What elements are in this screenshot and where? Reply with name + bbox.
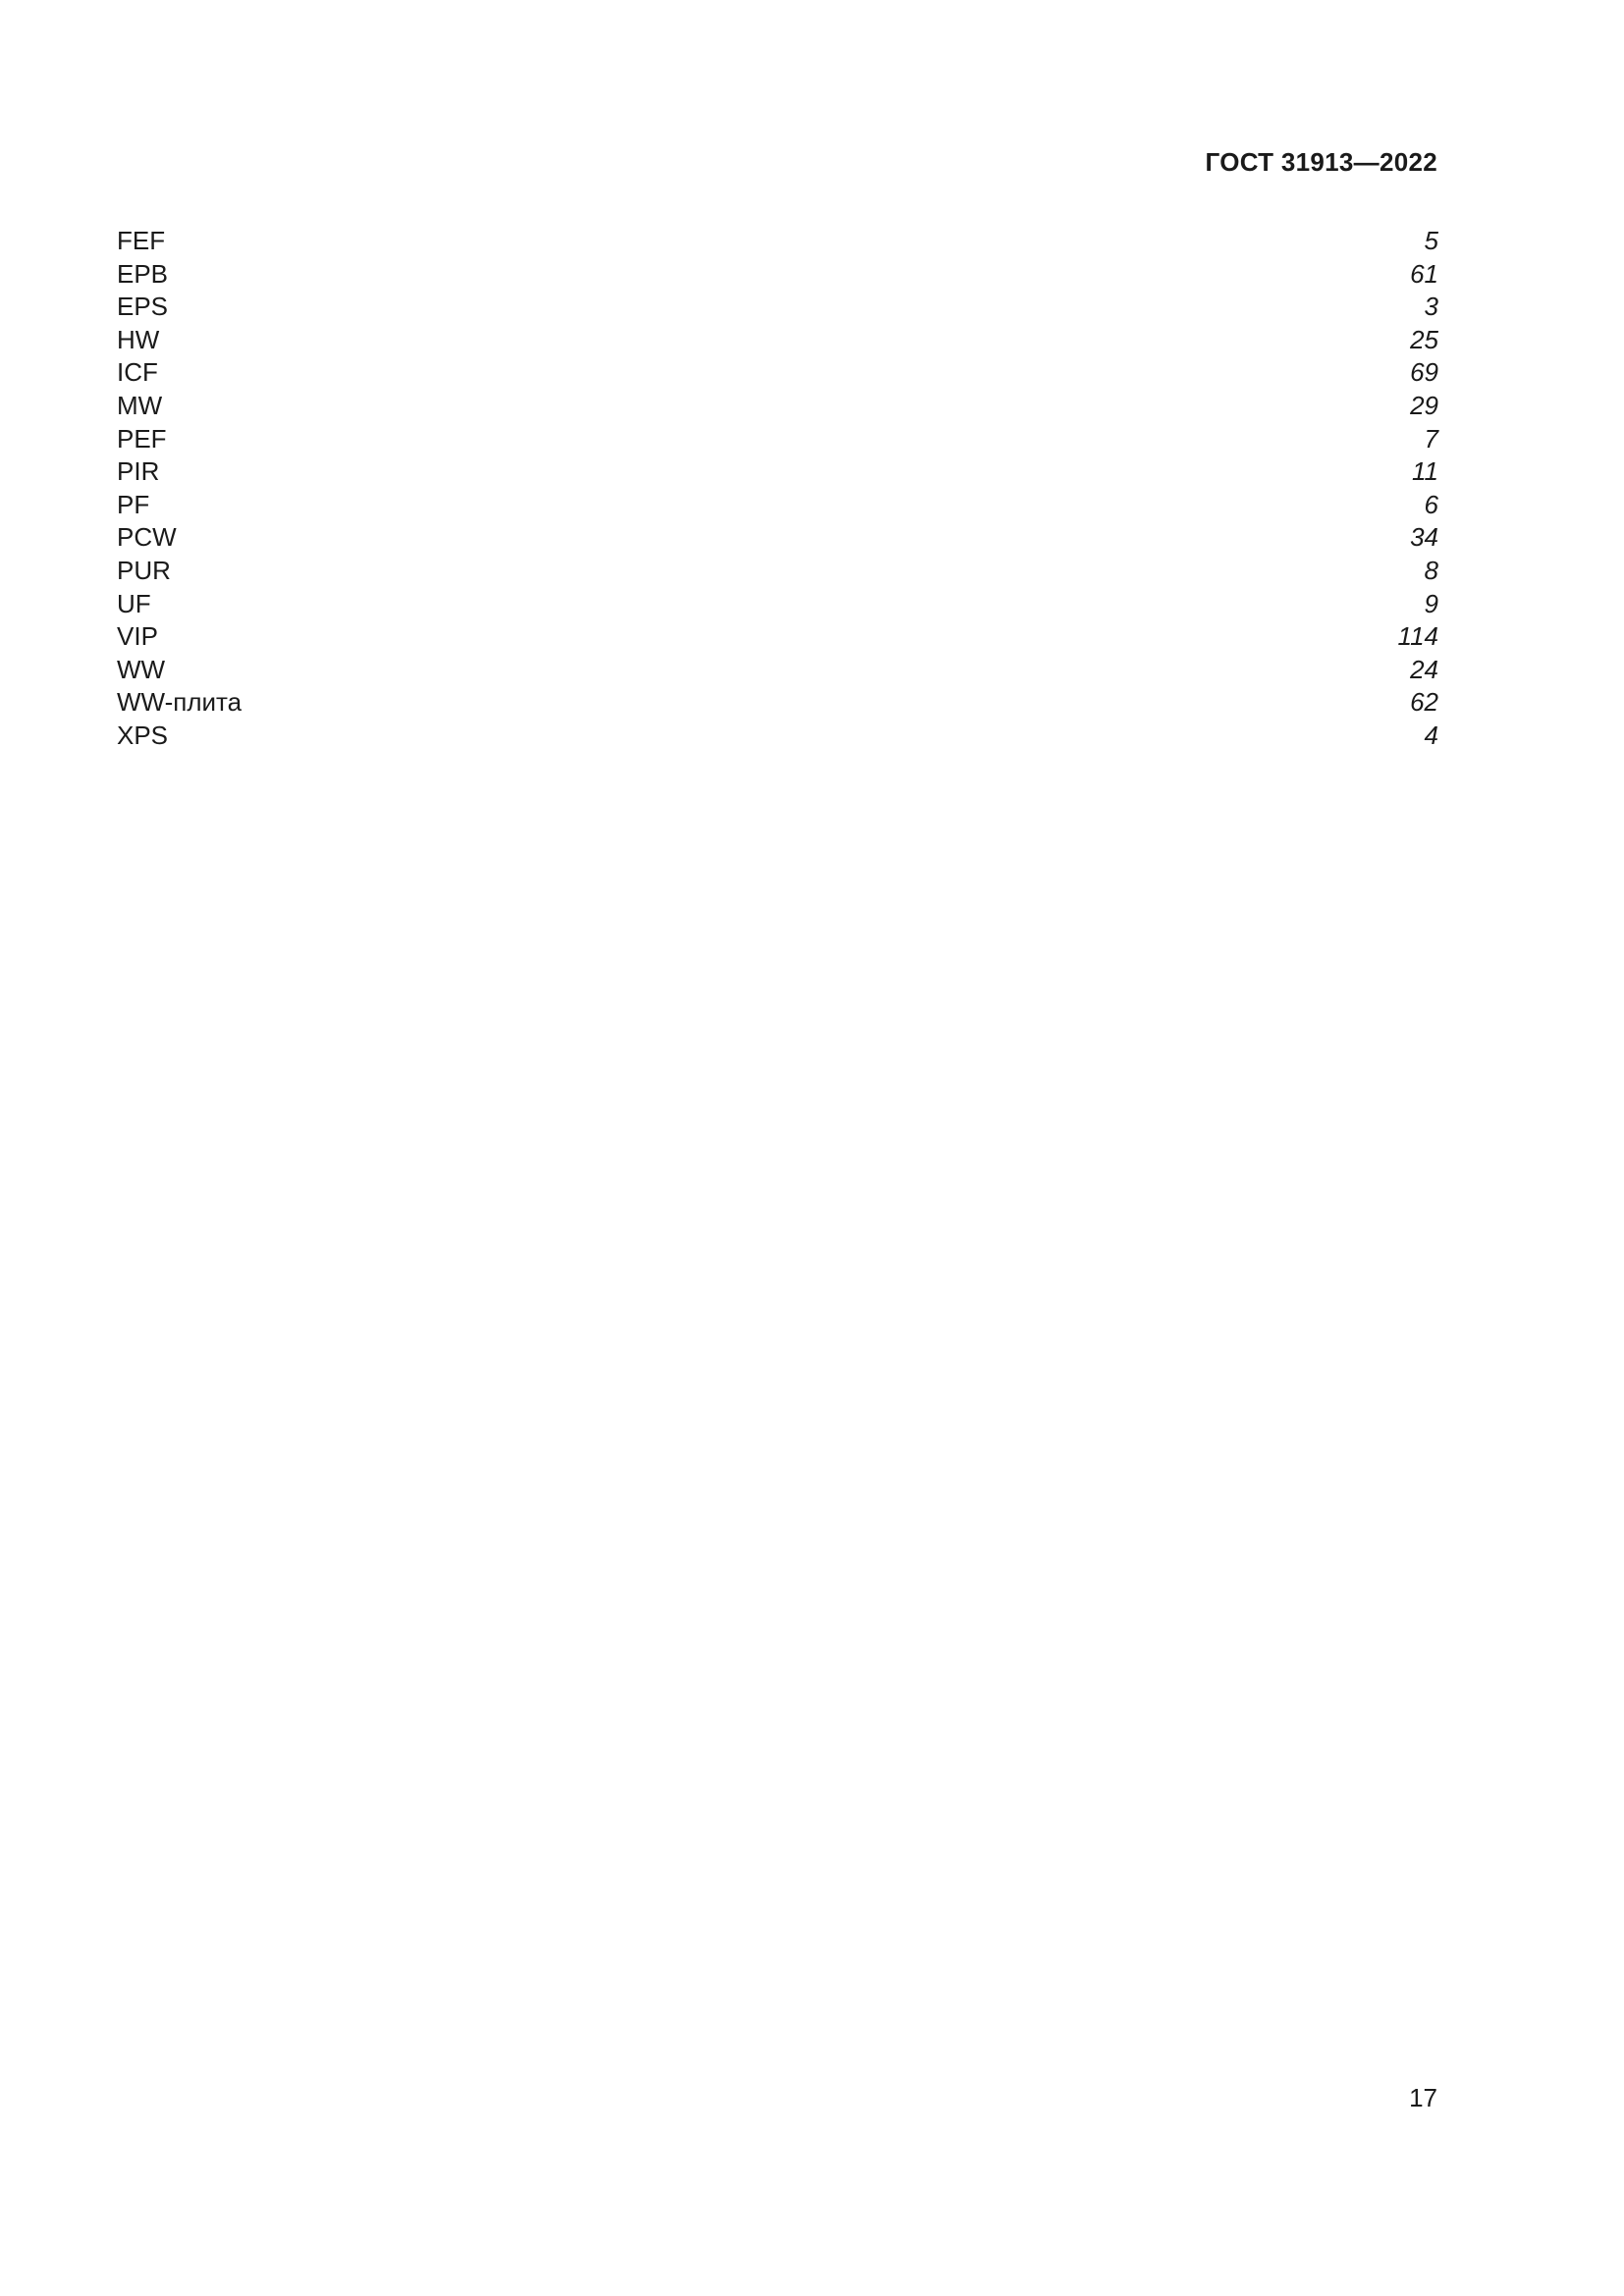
index-term: UF — [117, 588, 151, 618]
index-entry — [117, 620, 1438, 654]
index-term: PEF — [117, 423, 167, 454]
index-page-ref: 5 — [1424, 226, 1438, 255]
index-entry — [117, 654, 1438, 687]
index-term: EPB — [117, 258, 169, 289]
index-term: VIP — [117, 621, 158, 652]
document-code: ГОСТ 31913—2022 — [1205, 147, 1437, 177]
index-entry — [117, 686, 1438, 720]
index-entry — [117, 555, 1438, 588]
index-page-ref: 8 — [1424, 555, 1438, 585]
page-number: 17 — [1409, 2083, 1437, 2112]
index-term: PF — [117, 489, 150, 519]
index-page-ref: 69 — [1410, 357, 1438, 388]
index-entry — [117, 489, 1438, 522]
index-page-ref: 6 — [1424, 489, 1438, 519]
index-entry — [117, 390, 1438, 423]
index-page-ref: 114 — [1397, 621, 1438, 652]
index-entry — [117, 720, 1438, 753]
index-term: MW — [117, 390, 163, 420]
index-entry — [117, 324, 1438, 357]
index-entry — [117, 521, 1438, 555]
index-page-ref: 11 — [1412, 456, 1438, 487]
index-page-ref: 24 — [1410, 654, 1438, 684]
index-page-ref: 3 — [1424, 292, 1438, 322]
index-term: EPS — [117, 292, 169, 322]
index-page-ref: 4 — [1424, 720, 1438, 750]
index-page-ref: 29 — [1410, 390, 1438, 420]
index-term: PIR — [117, 456, 160, 487]
index-page-ref: 34 — [1410, 522, 1438, 553]
index-page-ref: 61 — [1410, 258, 1438, 289]
index-entry — [117, 455, 1438, 489]
index-term: WW — [117, 654, 166, 684]
abbreviation-index — [117, 225, 1438, 753]
index-term: XPS — [117, 720, 169, 750]
index-term: FEF — [117, 226, 166, 255]
index-page-ref: 25 — [1410, 324, 1438, 354]
index-entry — [117, 291, 1438, 324]
index-entry — [117, 225, 1438, 258]
index-entry — [117, 423, 1438, 456]
index-term: PUR — [117, 555, 171, 585]
index-page-ref: 9 — [1424, 588, 1438, 618]
index-page-ref: 62 — [1410, 687, 1438, 718]
index-term: ICF — [117, 357, 158, 388]
index-entry — [117, 258, 1438, 292]
index-term: PCW — [117, 522, 177, 553]
index-term: WW-плита — [117, 687, 243, 718]
index-page-ref: 7 — [1424, 423, 1438, 454]
index-entry — [117, 356, 1438, 390]
index-term: HW — [117, 324, 160, 354]
index-entry — [117, 588, 1438, 621]
